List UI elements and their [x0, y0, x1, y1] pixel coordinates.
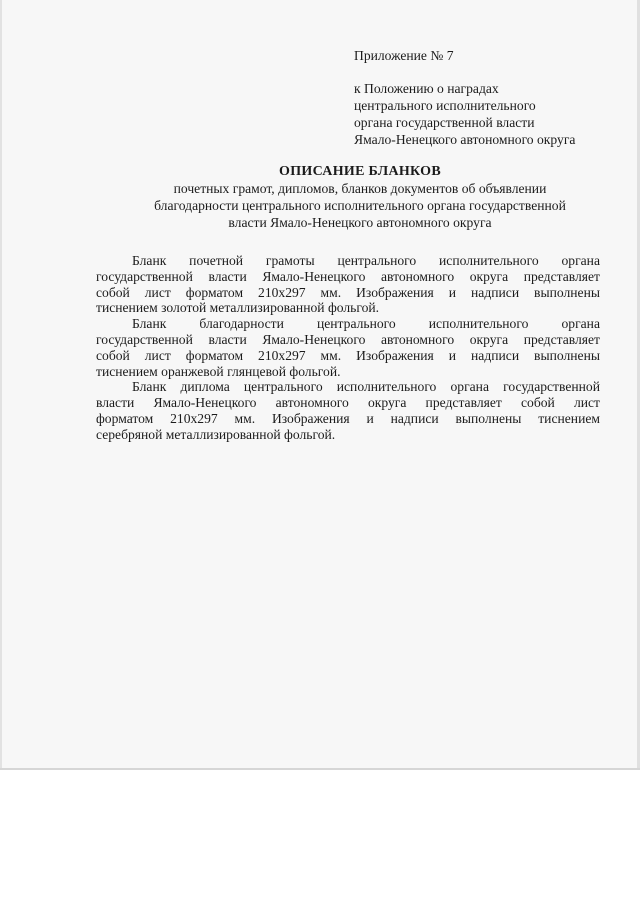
document-heading: [80, 163, 640, 231]
document-subtitle-line: почетных грамот, дипломов, бланков документов об объявлении: [173, 181, 547, 196]
paragraph-line: серебряной металлизированной фольгой.: [96, 426, 336, 442]
paragraph-line: Бланк диплома центрального исполнительного органа государственной: [132, 379, 600, 395]
paragraph-diploma: [96, 379, 600, 442]
paragraph-line: государственной власти Ямало-Ненецкого автономного округа представляет: [96, 331, 600, 347]
page-edge-bottom: [0, 768, 640, 770]
appendix-ref-line: органа государственной власти: [354, 115, 535, 130]
appendix-number: Приложение № 7: [354, 48, 454, 63]
paragraph-line: тиснением золотой металлизированной фольгой.: [96, 300, 380, 316]
paragraph-line: власти Ямало-Ненецкого автономного округа представляет собой лист: [96, 395, 600, 411]
paragraph-honor-certificate: [96, 253, 600, 316]
appendix-ref-line: центрального исполнительного: [354, 98, 536, 113]
appendix-ref-line: Ямало-Ненецкого автономного округа: [354, 132, 576, 147]
paragraph-line: форматом 210х297 мм. Изображения и надписи выполнены тиснением: [96, 410, 600, 426]
paragraph-line: тиснением оранжевой глянцевой фольгой.: [96, 363, 341, 379]
paragraph-line: собой лист форматом 210х297 мм. Изображения и надписи выполнены: [96, 284, 600, 300]
document-subtitle-line: власти Ямало-Ненецкого автономного округа: [228, 215, 492, 230]
paragraph-line: Бланк почетной грамоты центрального исполнительного органа: [132, 253, 600, 268]
paragraph-gratitude: [96, 316, 600, 379]
document-subtitle-line: благодарности центрального исполнительного органа государственной: [154, 198, 566, 213]
paragraph-line: собой лист форматом 210х297 мм. Изображения и надписи выполнены: [96, 347, 600, 363]
appendix-ref-line: к Положению о наградах: [354, 81, 499, 96]
page-edge-left: [0, 0, 2, 770]
paragraph-line: Бланк благодарности центрального исполнительного органа: [132, 316, 600, 332]
paragraph-line: государственной власти Ямало-Ненецкого автономного округа представляет: [96, 268, 600, 284]
document-body: [96, 253, 600, 443]
appendix-header: [354, 47, 624, 148]
document-title: ОПИСАНИЕ БЛАНКОВ: [279, 164, 441, 179]
